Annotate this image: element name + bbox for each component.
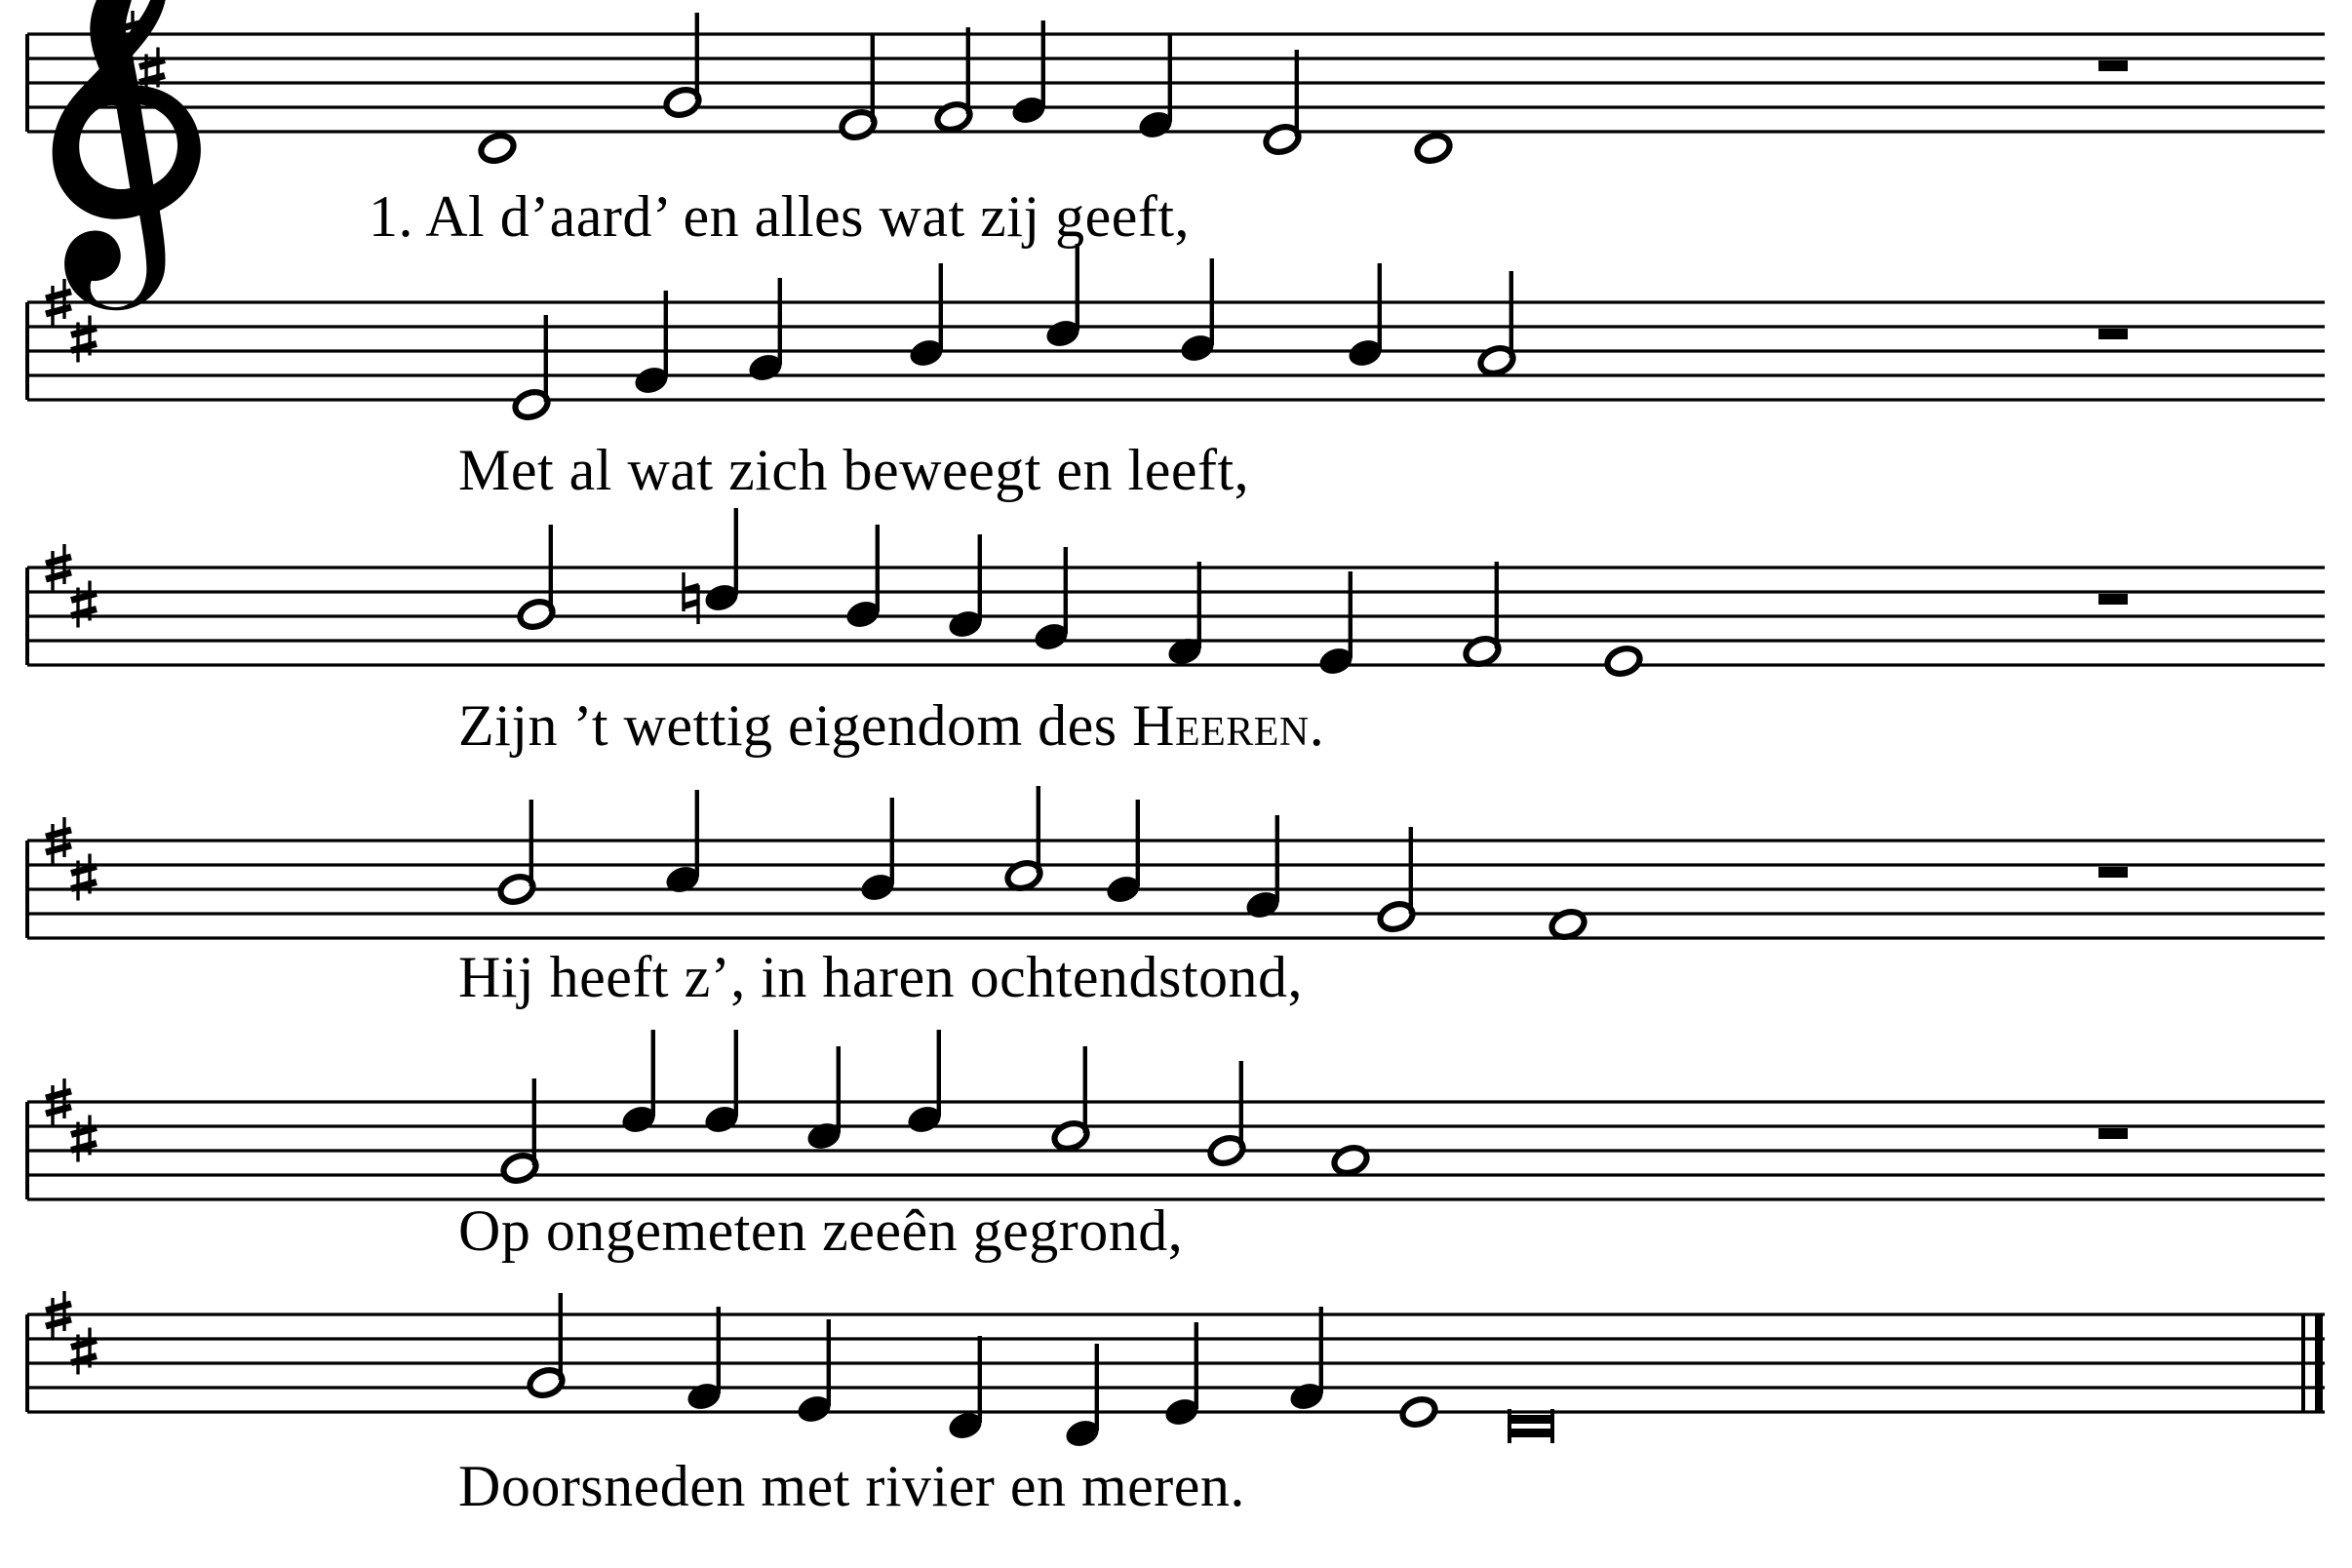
note-half — [663, 13, 702, 119]
staff-system-2 — [27, 302, 2325, 400]
staff-system-4 — [27, 841, 2325, 938]
sharp-accidental-icon — [71, 581, 97, 628]
lyric-line-6 — [0, 1453, 2352, 1520]
sharp-bar — [46, 830, 71, 837]
note-quarter — [685, 1307, 724, 1413]
note-half — [1207, 1061, 1246, 1167]
sharp-bar — [46, 572, 71, 579]
note-quarter — [1136, 35, 1175, 141]
note-half — [1051, 1046, 1090, 1153]
whole-rest — [2098, 60, 2128, 71]
note-quarter — [619, 1030, 658, 1136]
note-half — [497, 800, 536, 906]
notehead — [1331, 1144, 1370, 1178]
note-quarter — [1032, 547, 1071, 653]
note-half — [1331, 1144, 1370, 1178]
lyric-text: Doorsneden met rivier en meren. — [458, 1454, 1245, 1518]
whole-rest — [2098, 867, 2128, 878]
note-quarter — [1243, 815, 1282, 921]
note-half — [1414, 132, 1453, 166]
notes-system-6 — [527, 1293, 2319, 1450]
sharp-bar — [46, 1319, 71, 1326]
note-half — [527, 1293, 566, 1399]
note-half — [1399, 1395, 1438, 1430]
lyric-line-1 — [0, 183, 2352, 251]
notehead — [1399, 1395, 1438, 1430]
lyric-text: Zijn ’t wettig eigendom des — [458, 693, 1133, 758]
sharp-bar — [46, 557, 71, 564]
sharp-bar — [46, 292, 71, 298]
sharp-accidental-icon — [71, 854, 97, 901]
sharp-bar — [46, 845, 71, 852]
sharp-bar — [46, 1304, 71, 1311]
note-quarter — [1316, 571, 1355, 678]
lyric-line-4 — [0, 944, 2352, 1011]
sharp-bar — [71, 867, 97, 874]
notehead — [478, 132, 517, 166]
note-half — [500, 1078, 539, 1185]
note-quarter — [632, 291, 671, 397]
lyric-text: 1. Al d’aard’ en alles wat zij geeft, — [369, 184, 1191, 249]
lyric-text: Op ongemeten zeeên gegrond, — [458, 1198, 1184, 1263]
note-half — [934, 27, 973, 134]
note-half — [512, 315, 551, 421]
note-quarter — [858, 798, 897, 904]
sharp-bar — [71, 594, 97, 601]
notes-system-5 — [500, 1030, 2128, 1185]
whole-rest — [2098, 329, 2128, 339]
notes-system-2 — [512, 244, 2128, 421]
sharp-bar — [46, 1091, 71, 1098]
note-breve — [1509, 1409, 1552, 1443]
staff-system-5 — [27, 1102, 2325, 1199]
lyric-line-2 — [0, 437, 2352, 504]
note-quarter — [1178, 258, 1217, 365]
breve-head — [1511, 1429, 1550, 1437]
breve-head — [1511, 1415, 1550, 1424]
note-quarter — [843, 525, 882, 631]
note-half — [517, 525, 556, 631]
note-quarter — [1063, 1344, 1102, 1450]
notehead — [1414, 132, 1453, 166]
sharp-accidental-icon — [71, 1328, 97, 1375]
treble-clef-icon — [53, 0, 201, 310]
note-quarter — [1346, 263, 1385, 370]
whole-rest — [2098, 1128, 2128, 1139]
lyric-text: Met al wat zich beweegt en leeft, — [458, 438, 1250, 502]
sharp-bar — [139, 60, 165, 67]
note-quarter — [907, 263, 946, 370]
sharp-bar — [71, 1341, 97, 1348]
sharp-bar — [46, 1107, 71, 1114]
sharp-bar — [71, 1128, 97, 1135]
note-quarter — [795, 1319, 834, 1426]
staff-system-6 — [27, 1314, 2325, 1412]
note-half — [1477, 271, 1516, 377]
note-quarter — [746, 278, 785, 384]
note-half — [839, 35, 878, 141]
lyric-line-5 — [0, 1197, 2352, 1265]
note-quarter — [1043, 244, 1082, 350]
note-half — [1263, 50, 1302, 156]
sharp-bar — [46, 307, 71, 314]
note-quarter — [1009, 20, 1048, 127]
note-half — [1377, 827, 1416, 933]
sharp-bar — [71, 329, 97, 335]
note-quarter — [663, 790, 702, 896]
note-half — [478, 132, 517, 166]
treble-clef-path — [53, 0, 201, 310]
sharp-accidental-icon — [71, 316, 97, 363]
note-quarter — [804, 1046, 843, 1153]
note-quarter — [1104, 800, 1143, 906]
note-quarter — [905, 1030, 944, 1136]
note-quarter — [946, 1336, 985, 1442]
note-quarter — [1287, 1307, 1326, 1413]
note-quarter — [946, 534, 985, 641]
note-quarter — [702, 1030, 741, 1136]
lyric-tail: . — [1309, 693, 1325, 758]
notehead — [1604, 645, 1643, 679]
lyric-text: Hij heeft z’, in haren ochtendstond, — [458, 945, 1304, 1009]
note-half — [1604, 645, 1643, 679]
whole-rest — [2098, 594, 2128, 605]
sharp-accidental-icon — [71, 1116, 97, 1162]
staff-system-1 — [27, 34, 2325, 132]
lyric-smallcaps: Heeren — [1132, 693, 1310, 758]
lyric-line-3 — [0, 692, 2352, 760]
